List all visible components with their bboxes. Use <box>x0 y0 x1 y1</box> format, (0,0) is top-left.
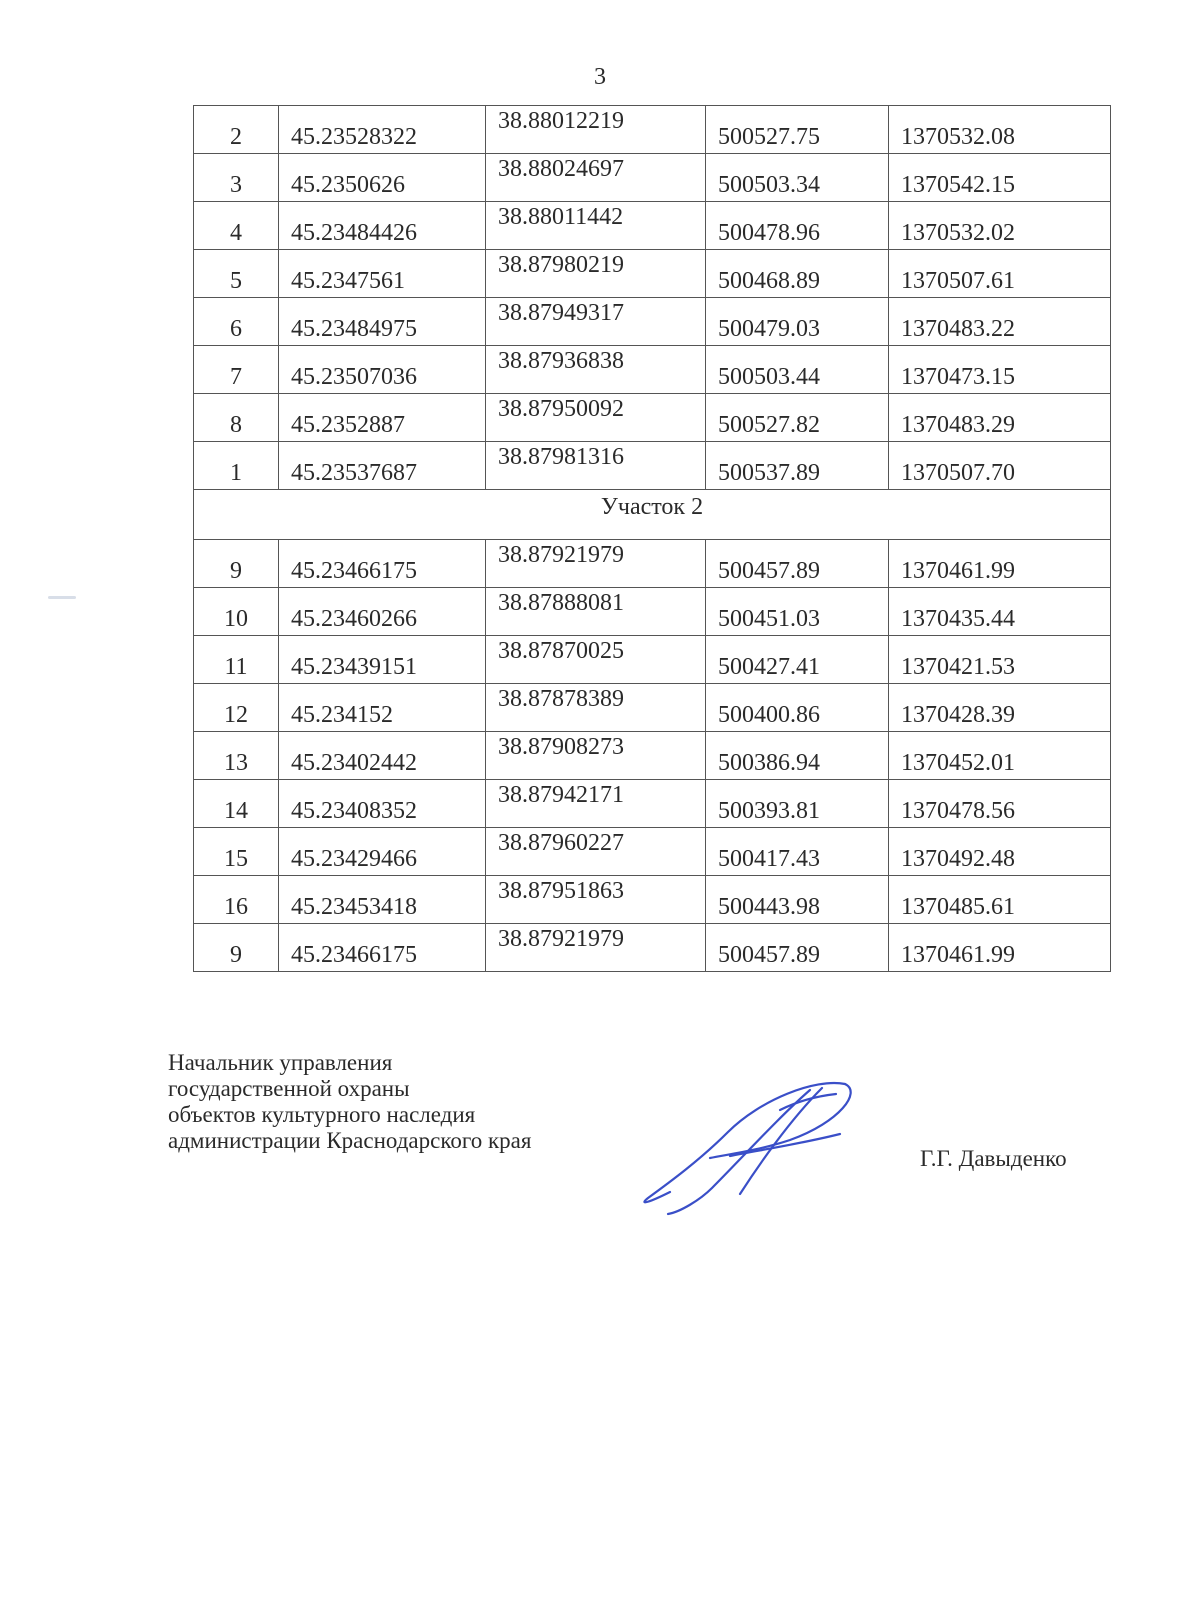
point-number: 8 <box>194 394 279 442</box>
x-coordinate-cell: 500386.94 <box>706 732 889 780</box>
y-coordinate-cell: 1370435.44 <box>889 588 1111 636</box>
y-coordinate-cell: 1370428.39 <box>889 684 1111 732</box>
signatory-position <box>168 1050 531 1154</box>
point-number: 3 <box>194 154 279 202</box>
y-coordinate-cell: 1370483.29 <box>889 394 1111 442</box>
y-coordinate-cell: 1370507.61 <box>889 250 1111 298</box>
table-row <box>194 732 1111 780</box>
page-number: 3 <box>594 64 606 90</box>
longitude-cell: 38.87951863 <box>486 876 706 924</box>
x-coordinate-cell: 500443.98 <box>706 876 889 924</box>
latitude-cell: 45.2352887 <box>279 394 486 442</box>
latitude-cell: 45.23507036 <box>279 346 486 394</box>
section-header-row <box>194 490 1111 540</box>
position-line: администрации Краснодарского края <box>168 1128 532 1153</box>
point-number: 11 <box>194 636 279 684</box>
latitude-cell: 45.23466175 <box>279 924 486 972</box>
y-coordinate-cell: 1370483.22 <box>889 298 1111 346</box>
table-row <box>194 106 1111 154</box>
latitude-cell: 45.23484975 <box>279 298 486 346</box>
y-coordinate-cell: 1370532.08 <box>889 106 1111 154</box>
x-coordinate-cell: 500427.41 <box>706 636 889 684</box>
longitude-cell: 38.87936838 <box>486 346 706 394</box>
x-coordinate-cell: 500468.89 <box>706 250 889 298</box>
scan-artifact <box>48 596 76 599</box>
table-row <box>194 636 1111 684</box>
table-row <box>194 588 1111 636</box>
point-number: 2 <box>194 106 279 154</box>
longitude-cell: 38.87981316 <box>486 442 706 490</box>
latitude-cell: 45.23528322 <box>279 106 486 154</box>
latitude-cell: 45.2347561 <box>279 250 486 298</box>
x-coordinate-cell: 500527.82 <box>706 394 889 442</box>
longitude-cell: 38.87950092 <box>486 394 706 442</box>
y-coordinate-cell: 1370452.01 <box>889 732 1111 780</box>
latitude-cell: 45.23453418 <box>279 876 486 924</box>
point-number: 15 <box>194 828 279 876</box>
point-number: 6 <box>194 298 279 346</box>
longitude-cell: 38.87870025 <box>486 636 706 684</box>
table-row <box>194 876 1111 924</box>
table-row <box>194 154 1111 202</box>
point-number: 1 <box>194 442 279 490</box>
signature-strokes <box>644 1083 850 1214</box>
x-coordinate-cell: 500457.89 <box>706 540 889 588</box>
y-coordinate-cell: 1370507.70 <box>889 442 1111 490</box>
point-number: 4 <box>194 202 279 250</box>
table-row <box>194 250 1111 298</box>
longitude-cell: 38.87888081 <box>486 588 706 636</box>
point-number: 12 <box>194 684 279 732</box>
point-number: 7 <box>194 346 279 394</box>
x-coordinate-cell: 500478.96 <box>706 202 889 250</box>
longitude-cell: 38.87949317 <box>486 298 706 346</box>
latitude-cell: 45.23408352 <box>279 780 486 828</box>
coordinates-table <box>193 105 1111 972</box>
x-coordinate-cell: 500417.43 <box>706 828 889 876</box>
table-row <box>194 202 1111 250</box>
y-coordinate-cell: 1370461.99 <box>889 924 1111 972</box>
longitude-cell: 38.88024697 <box>486 154 706 202</box>
latitude-cell: 45.23484426 <box>279 202 486 250</box>
y-coordinate-cell: 1370532.02 <box>889 202 1111 250</box>
position-line: объектов культурного наследия <box>168 1102 476 1127</box>
x-coordinate-cell: 500451.03 <box>706 588 889 636</box>
longitude-cell: 38.87921979 <box>486 540 706 588</box>
y-coordinate-cell: 1370542.15 <box>889 154 1111 202</box>
y-coordinate-cell: 1370485.61 <box>889 876 1111 924</box>
longitude-cell: 38.87960227 <box>486 828 706 876</box>
longitude-cell: 38.88012219 <box>486 106 706 154</box>
table-row <box>194 540 1111 588</box>
latitude-cell: 45.23460266 <box>279 588 486 636</box>
table-row <box>194 442 1111 490</box>
handwritten-signature <box>640 1070 880 1220</box>
point-number: 16 <box>194 876 279 924</box>
point-number: 14 <box>194 780 279 828</box>
position-line: государственной охраны <box>168 1076 410 1101</box>
x-coordinate-cell: 500527.75 <box>706 106 889 154</box>
x-coordinate-cell: 500503.44 <box>706 346 889 394</box>
longitude-cell: 38.87921979 <box>486 924 706 972</box>
y-coordinate-cell: 1370492.48 <box>889 828 1111 876</box>
y-coordinate-cell: 1370478.56 <box>889 780 1111 828</box>
x-coordinate-cell: 500537.89 <box>706 442 889 490</box>
latitude-cell: 45.23439151 <box>279 636 486 684</box>
longitude-cell: 38.87942171 <box>486 780 706 828</box>
point-number: 10 <box>194 588 279 636</box>
x-coordinate-cell: 500400.86 <box>706 684 889 732</box>
longitude-cell: 38.87878389 <box>486 684 706 732</box>
point-number: 13 <box>194 732 279 780</box>
latitude-cell: 45.234152 <box>279 684 486 732</box>
latitude-cell: 45.23429466 <box>279 828 486 876</box>
latitude-cell: 45.2350626 <box>279 154 486 202</box>
point-number: 9 <box>194 924 279 972</box>
x-coordinate-cell: 500393.81 <box>706 780 889 828</box>
x-coordinate-cell: 500479.03 <box>706 298 889 346</box>
table-row <box>194 924 1111 972</box>
signer-name: Г.Г. Давыденко <box>920 1146 1067 1171</box>
y-coordinate-cell: 1370421.53 <box>889 636 1111 684</box>
x-coordinate-cell: 500503.34 <box>706 154 889 202</box>
point-number: 5 <box>194 250 279 298</box>
position-line: Начальник управления <box>168 1050 393 1075</box>
section-title: Участок 2 <box>194 490 1111 540</box>
x-coordinate-cell: 500457.89 <box>706 924 889 972</box>
table-row <box>194 346 1111 394</box>
y-coordinate-cell: 1370473.15 <box>889 346 1111 394</box>
table-row <box>194 780 1111 828</box>
latitude-cell: 45.23537687 <box>279 442 486 490</box>
longitude-cell: 38.87980219 <box>486 250 706 298</box>
longitude-cell: 38.87908273 <box>486 732 706 780</box>
table-row <box>194 828 1111 876</box>
point-number: 9 <box>194 540 279 588</box>
table-row <box>194 298 1111 346</box>
table-row <box>194 394 1111 442</box>
table-row <box>194 684 1111 732</box>
y-coordinate-cell: 1370461.99 <box>889 540 1111 588</box>
latitude-cell: 45.23402442 <box>279 732 486 780</box>
longitude-cell: 38.88011442 <box>486 202 706 250</box>
latitude-cell: 45.23466175 <box>279 540 486 588</box>
